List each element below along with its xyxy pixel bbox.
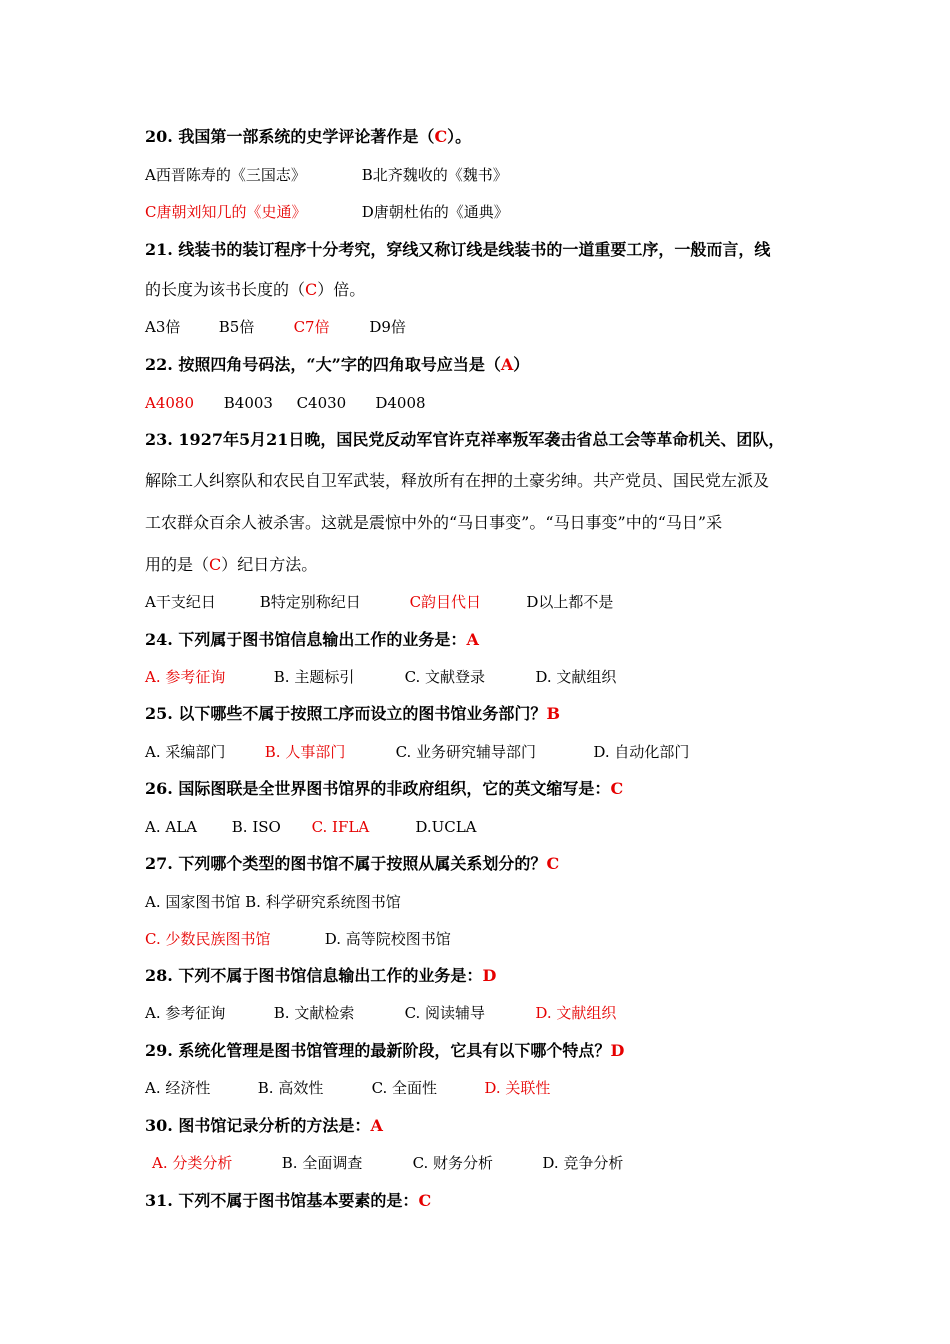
option-b: B. 高效性 bbox=[257, 1079, 324, 1097]
question-24 bbox=[145, 630, 479, 650]
question-text: 按照四角号码法，“大”字的四角取号应当是（ bbox=[178, 355, 501, 374]
option-a: A. 经济性 bbox=[145, 1079, 211, 1097]
answer-letter: A bbox=[370, 1116, 383, 1135]
option-a: A西晋陈寿的《三国志》 bbox=[145, 166, 306, 184]
answer-letter: D bbox=[482, 966, 497, 985]
question-number: 27. bbox=[145, 854, 173, 873]
question-23 bbox=[145, 430, 784, 450]
option-a: A. ALA bbox=[145, 818, 197, 836]
option-c: C. 少数民族图书馆 bbox=[145, 930, 271, 948]
question-number: 20. bbox=[145, 127, 173, 146]
answer-letter: C bbox=[418, 1191, 432, 1210]
question-text: 解除工人纠察队和农民自卫军武装，释放所有在押的土豪劣绅。共产党员、国民党左派及 bbox=[145, 471, 770, 490]
question-text: 国际图联是全世界图书馆界的非政府组织，它的英文缩写是： bbox=[178, 779, 611, 798]
option-b: B. 全面调查 bbox=[281, 1154, 363, 1172]
options-row bbox=[145, 667, 616, 687]
option-d: D. 文献组织 bbox=[535, 668, 617, 686]
answer-letter: A bbox=[466, 630, 479, 649]
option-c: C. 全面性 bbox=[371, 1079, 438, 1097]
question-text: 下列不属于图书馆信息输出工作的业务是： bbox=[178, 966, 483, 985]
option-c: C. 业务研究辅导部门 bbox=[395, 743, 537, 761]
option-d: D4008 bbox=[375, 394, 426, 412]
option-d: D以上都不是 bbox=[526, 593, 614, 611]
question-number: 26. bbox=[145, 779, 173, 798]
question-text: 图书馆记录分析的方法是： bbox=[178, 1116, 371, 1135]
question-number: 29. bbox=[145, 1041, 173, 1060]
option-a-b: A. 国家图书馆 B. 科学研究系统图书馆 bbox=[145, 893, 401, 911]
option-d: D. 关联性 bbox=[484, 1079, 551, 1097]
question-number: 24. bbox=[145, 630, 173, 649]
question-21 bbox=[145, 240, 770, 260]
options-row bbox=[145, 1078, 550, 1098]
question-text-end: ） bbox=[513, 355, 530, 374]
options-row bbox=[145, 592, 613, 612]
question-text: 系统化管理是图书馆管理的最新阶段，它具有以下哪个特点？ bbox=[178, 1041, 611, 1060]
question-text-end: ）倍。 bbox=[317, 280, 366, 299]
question-29 bbox=[145, 1041, 624, 1061]
question-text: 下列哪个类型的图书馆不属于按照从属关系划分的？ bbox=[178, 854, 547, 873]
answer-letter: B bbox=[546, 704, 560, 723]
question-text: 我国第一部系统的史学评论著作是（ bbox=[178, 127, 435, 146]
option-a: A. 采编部门 bbox=[145, 743, 226, 761]
option-a: A4080 bbox=[145, 394, 195, 412]
option-c: C. 财务分析 bbox=[412, 1154, 494, 1172]
options-row bbox=[145, 742, 689, 762]
option-d: D唐朝杜佑的《通典》 bbox=[361, 203, 509, 221]
question-26 bbox=[145, 779, 623, 799]
option-d: D9倍 bbox=[369, 318, 406, 336]
option-a: A3倍 bbox=[145, 318, 181, 336]
option-d: D. 竞争分析 bbox=[542, 1154, 624, 1172]
option-c: C. 文献登录 bbox=[404, 668, 486, 686]
question-text-end: ）纪日方法。 bbox=[221, 555, 318, 574]
question-text: 线装书的装订程序十分考究，穿线又称订线是线装书的一道重要工序，一般而言，线 bbox=[178, 240, 771, 259]
option-a: A. 分类分析 bbox=[152, 1154, 233, 1172]
option-b: B. 文献检索 bbox=[273, 1004, 355, 1022]
options-row bbox=[145, 202, 509, 222]
option-c: C韵目代日 bbox=[409, 593, 482, 611]
answer-letter: D bbox=[610, 1041, 625, 1060]
option-b: B特定别称纪日 bbox=[259, 593, 361, 611]
question-text: 下列不属于图书馆基本要素的是： bbox=[178, 1191, 419, 1210]
question-30 bbox=[145, 1116, 383, 1136]
question-text: 工农群众百余人被杀害。这就是震惊中外的“马日事变”。“马日事变”中的“马日”采 bbox=[145, 513, 723, 532]
option-a: A. 参考征询 bbox=[145, 1004, 226, 1022]
question-28 bbox=[145, 966, 496, 986]
options-row bbox=[145, 393, 426, 413]
question-25 bbox=[145, 704, 560, 724]
option-b: B. ISO bbox=[231, 818, 281, 836]
option-d: D.UCLA bbox=[415, 818, 477, 836]
option-b: B. 主题标引 bbox=[273, 668, 355, 686]
question-number: 21. bbox=[145, 240, 173, 259]
question-number: 23. bbox=[145, 430, 173, 449]
question-text: 的长度为该书长度的（ bbox=[145, 280, 306, 299]
option-c: C. IFLA bbox=[311, 818, 370, 836]
question-21-continued bbox=[145, 280, 365, 300]
question-23-continued bbox=[145, 513, 722, 533]
question-number: 30. bbox=[145, 1116, 173, 1135]
option-d: D. 文献组织 bbox=[535, 1004, 617, 1022]
option-d: D. 自动化部门 bbox=[593, 743, 690, 761]
answer-letter: C bbox=[209, 555, 222, 574]
question-number: 28. bbox=[145, 966, 173, 985]
question-number: 22. bbox=[145, 355, 173, 374]
question-number: 31. bbox=[145, 1191, 173, 1210]
question-number: 25. bbox=[145, 704, 173, 723]
question-text: 下列属于图书馆信息输出工作的业务是： bbox=[178, 630, 467, 649]
question-23-continued bbox=[145, 555, 317, 575]
options-row bbox=[145, 317, 406, 337]
option-c: C. 阅读辅导 bbox=[404, 1004, 486, 1022]
options-row bbox=[145, 817, 477, 837]
question-text: 1927年5月21日晚，国民党反动军官许克祥率叛军袭击省总工会等革命机关、团队， bbox=[178, 430, 785, 449]
answer-letter: C bbox=[546, 854, 560, 873]
question-22 bbox=[145, 355, 529, 375]
question-text: 用的是（ bbox=[145, 555, 210, 574]
option-a: A. 参考征询 bbox=[145, 668, 226, 686]
answer-letter: C bbox=[610, 779, 624, 798]
question-20 bbox=[145, 127, 471, 147]
question-text-end: ）。 bbox=[447, 127, 472, 146]
option-b: B北齐魏收的《魏书》 bbox=[361, 166, 508, 184]
answer-letter: A bbox=[500, 355, 514, 374]
option-b: B5倍 bbox=[218, 318, 255, 336]
options-row bbox=[145, 929, 451, 949]
question-27 bbox=[145, 854, 559, 874]
question-text: 以下哪些不属于按照工序而设立的图书馆业务部门？ bbox=[178, 704, 547, 723]
options-row bbox=[145, 165, 508, 185]
option-c: C7倍 bbox=[293, 318, 330, 336]
answer-letter: C bbox=[305, 280, 318, 299]
question-31 bbox=[145, 1191, 431, 1211]
question-23-continued bbox=[145, 471, 769, 491]
options-row bbox=[152, 1153, 623, 1173]
options-row bbox=[145, 892, 401, 912]
option-c: C4030 bbox=[296, 394, 347, 412]
answer-letter: C bbox=[434, 127, 448, 146]
option-b: B4003 bbox=[223, 394, 273, 412]
option-d: D. 高等院校图书馆 bbox=[324, 930, 451, 948]
option-a: A干支纪日 bbox=[145, 593, 216, 611]
option-b: B. 人事部门 bbox=[264, 743, 346, 761]
option-c: C唐朝刘知几的《史通》 bbox=[145, 203, 307, 221]
options-row bbox=[145, 1003, 616, 1023]
